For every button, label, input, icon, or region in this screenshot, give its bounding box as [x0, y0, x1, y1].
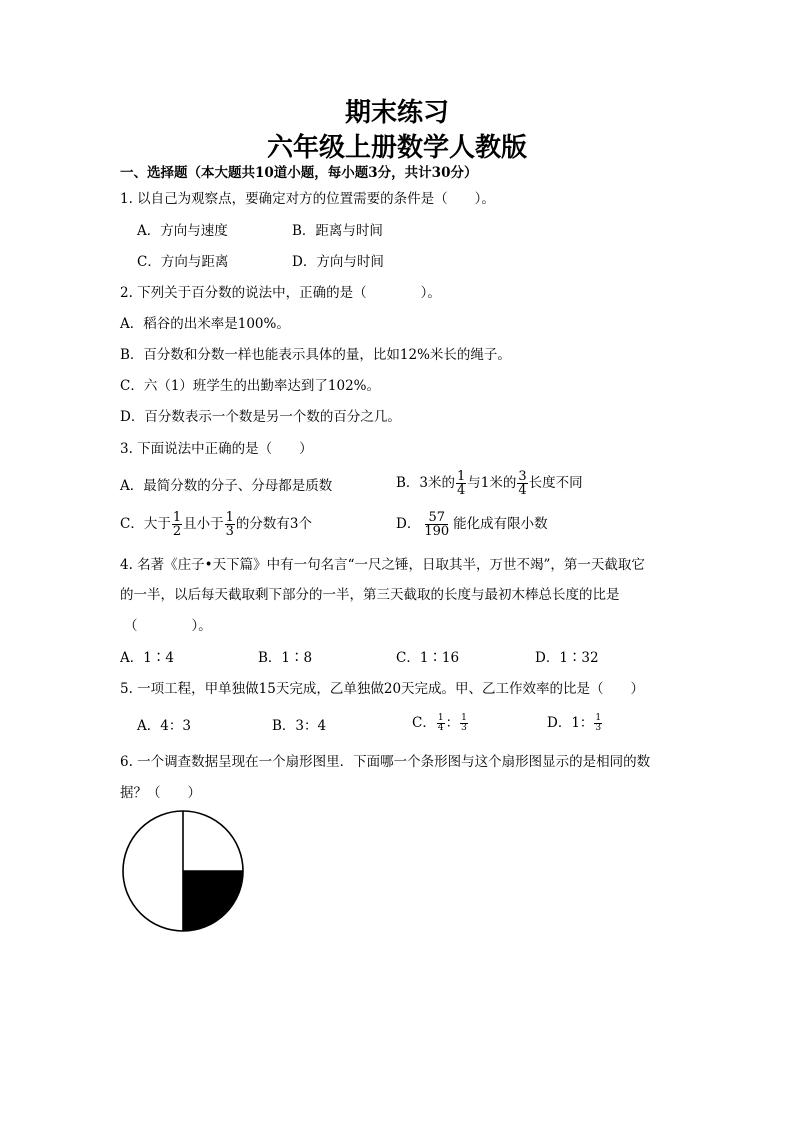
exam-subtitle: 六年级上册数学人教版 [266, 133, 527, 163]
q1-option-b: B．距离与时间 [292, 223, 383, 239]
q2-option-b: B．百分数和分数一样也能表示具体的量，比如12%米长的绳子。 [120, 347, 511, 363]
q4-option-c: C．1∶16 [396, 650, 460, 666]
fraction: $\frac{1}{3}$ [595, 713, 602, 733]
q5-option-d: D．1： $\frac{1}{3}$ [547, 713, 602, 733]
q6-line-1: 6. 一个调查数据呈现在一个扇形图里．下面哪一个条形图与这个扇形图显示的是相同的数 [120, 754, 651, 770]
q3-option-b: B．3米的 $\frac{1}{4}$ 与1米的 $\frac{3}{4}$ 长度不同 [396, 469, 583, 498]
q6-line-2: 据？（ ） [120, 785, 201, 801]
exam-title: 期末练习 [344, 98, 449, 128]
q1-stem: 1. 以自己为观察点，要确定对方的位置需要的条件是（ ）。 [120, 191, 495, 207]
fraction: $\frac{1}{3}$ [225, 510, 234, 539]
q1-option-c: C．方向与距离 [137, 254, 229, 270]
q4-option-b: B．1∶8 [258, 650, 313, 666]
pie-slice-black [183, 871, 243, 931]
fraction: $\frac{3}{4}$ [518, 469, 527, 498]
q2-option-d: D．百分数表示一个数是另一个数的百分之几。 [120, 409, 401, 425]
q4-line-3: （ ）。 [124, 618, 212, 634]
q1-option-a: A．方向与速度 [137, 223, 228, 239]
q4-option-d: D．1∶32 [535, 650, 599, 666]
pie-chart [120, 808, 246, 934]
fraction: $\frac{1}{4}$ [457, 469, 466, 498]
q5-option-c: C． $\frac{1}{4}$ ： $\frac{1}{3}$ [412, 713, 467, 733]
q1-option-d: D．方向与时间 [292, 254, 384, 270]
fraction: $\frac{57}{190}$ [424, 510, 450, 539]
fraction: $\frac{1}{2}$ [172, 510, 182, 539]
q3-option-a: A．最简分数的分子、分母都是质数 [120, 478, 333, 494]
q3-stem: 3. 下面说法中正确的是（ ） [120, 441, 313, 457]
q5-stem: 5. 一项工程，甲单独做15天完成，乙单独做20天完成。甲、乙工作效率的比是（ ） [120, 681, 645, 697]
q4-line-2: 的一半，以后每天截取剩下部分的一半，第三天截取的长度与最初木棒总长度的比是 [120, 587, 620, 603]
q3-option-d: D． $\frac{57}{190}$ 能化成有限小数 [396, 510, 548, 539]
q2-option-a: A．稻谷的出米率是100%。 [120, 316, 290, 332]
q2-stem: 2. 下列关于百分数的说法中，正确的是（ ）。 [120, 285, 441, 301]
q4-line-1: 4. 名著《庄子•天下篇》中有一句名言“一尺之锤，日取其半，万世不竭”，第一天截取它 [120, 557, 645, 573]
fraction: $\frac{1}{3}$ [461, 713, 467, 733]
q3-option-c: C．大于 $\frac{1}{2}$ 且小于 $\frac{1}{3}$ 的分数有3个 [120, 510, 312, 539]
q4-option-a: A．1∶4 [120, 650, 174, 666]
q2-option-c: C．六（1）班学生的出勤率达到了102%。 [120, 378, 381, 394]
q5-option-b: B．3：4 [272, 718, 327, 734]
section-heading: 一、选择题（本大题共10道小题，每小题3分，共计30分） [120, 165, 478, 181]
fraction: $\frac{1}{4}$ [437, 713, 444, 733]
q5-option-a: A．4：3 [137, 718, 191, 734]
